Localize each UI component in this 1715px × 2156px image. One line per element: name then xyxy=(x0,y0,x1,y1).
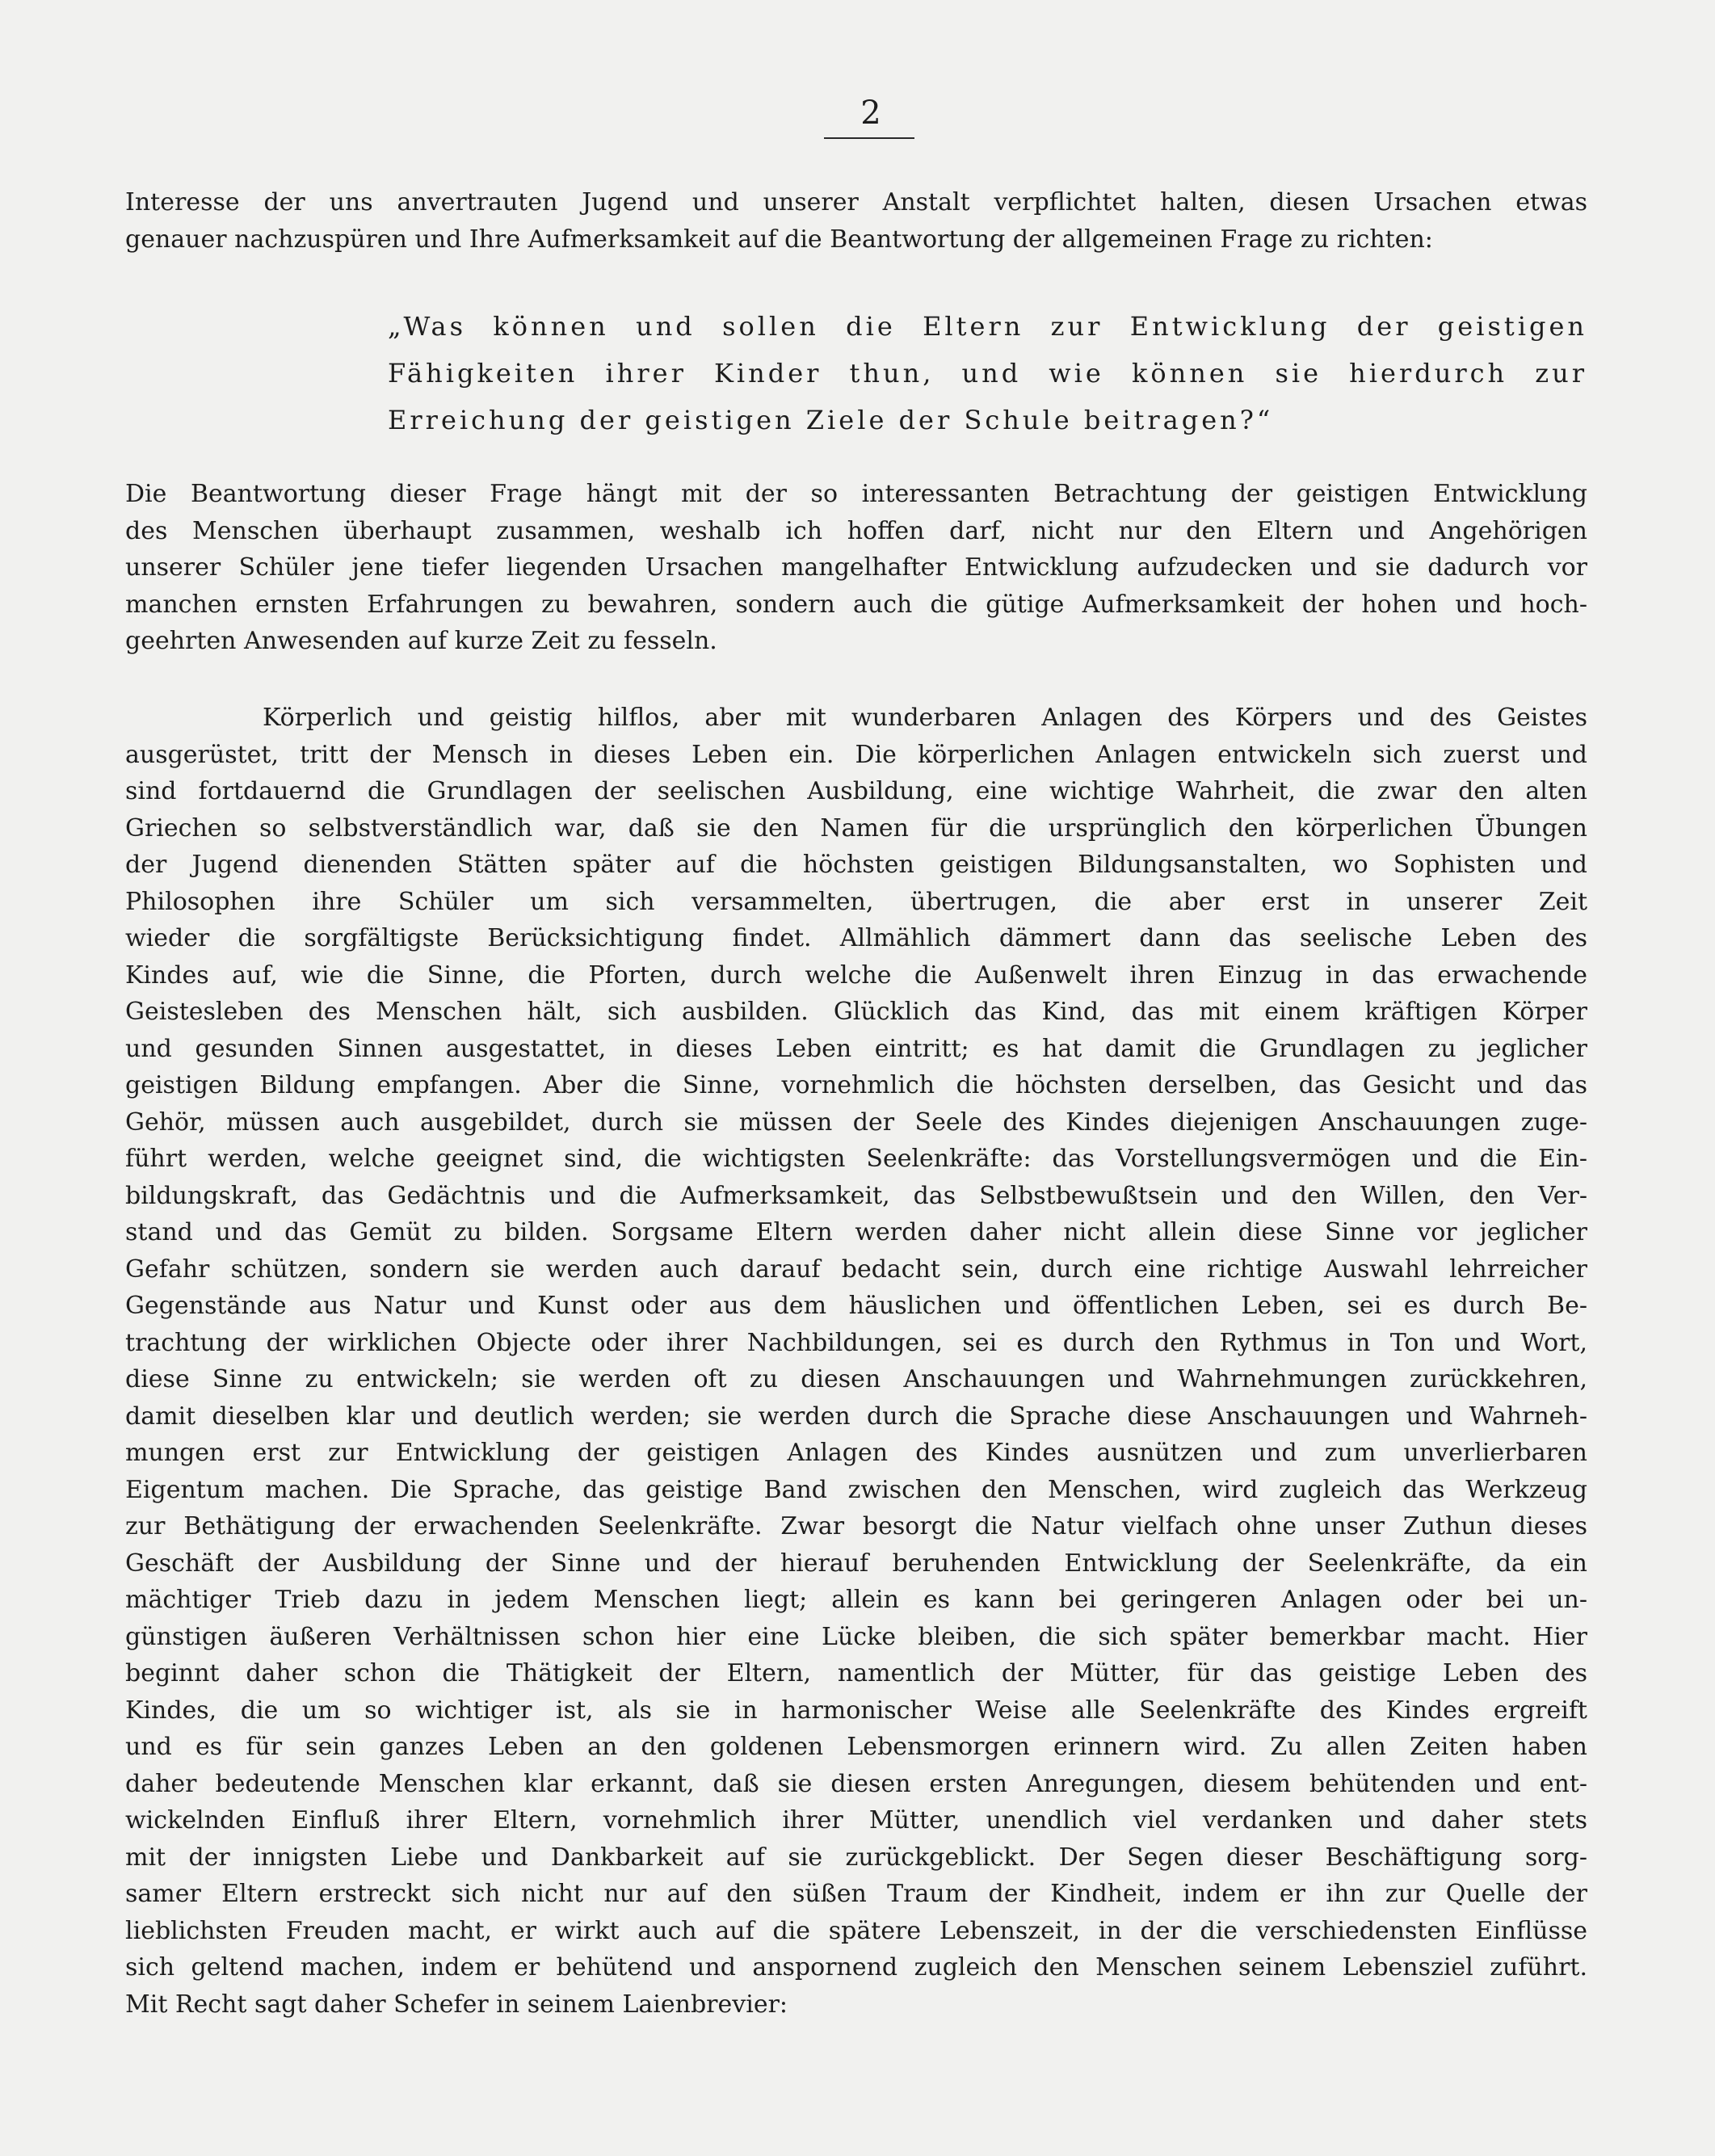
text-line: Kindes auf, wie die Sinne, die Pforten, durch welche die Außenwelt ihren Einzug in das erwachende xyxy=(125,960,1587,990)
text-line: sich geltend machen, indem er behütend und anspornend zugleich den Menschen seinem Lebensziel zuführt. xyxy=(125,1953,1587,1982)
text-line: wieder die sorgfältigste Berücksichtigung findet. Allmählich dämmert dann das seelische Leben des xyxy=(125,924,1587,952)
text-line: Die Beantwortung dieser Frage hängt mit der so interessanten Betrachtung der geistigen Entwicklung xyxy=(125,480,1587,508)
text-line: Gegenstände aus Natur und Kunst oder aus dem häuslichen und öffentlichen Leben, sei es durch Be- xyxy=(125,1292,1587,1320)
page-number: 2 xyxy=(860,95,881,132)
intro-text xyxy=(125,184,1587,258)
text-line: sind fortdauernd die Grundlagen der seelischen Ausbildung, eine wichtige Wahrheit, die zwar den alten xyxy=(125,777,1587,805)
text-line: beginnt daher schon die Thätigkeit der Eltern, namentlich der Mütter, für das geistige Leben des xyxy=(125,1659,1587,1687)
text-line: mächtiger Trieb dazu in jedem Menschen liegt; allein es kann bei geringeren Anlagen oder bei un- xyxy=(125,1586,1587,1614)
text-line: unserer Schüler jene tiefer liegenden Ursachen mangelhafter Entwicklung aufzudecken und sie dadurch vor xyxy=(125,553,1587,582)
text-line: führt werden, welche geeignet sind, die wichtigsten Seelenkräfte: das Vorstellungsvermögen und die Ein- xyxy=(125,1145,1587,1173)
text-line: Eigentum machen. Die Sprache, das geistige Band zwischen den Menschen, wird zugleich das Werkzeug xyxy=(125,1475,1587,1504)
question-quote xyxy=(388,303,1587,443)
text-line: Körperlich und geistig hilflos, aber mit wunderbaren Anlagen des Körpers und des Geistes xyxy=(263,704,1587,732)
text-line: Geistesleben des Menschen hält, sich ausbilden. Glücklich das Kind, das mit einem kräftigen Körper xyxy=(125,998,1587,1026)
quote-line: Fähigkeiten ihrer Kinder thun, und wie können sie hierdurch zur xyxy=(388,358,1587,389)
text-line: günstigen äußeren Verhältnissen schon hier eine Lücke bleiben, die sich später bemerkbar macht. Hier xyxy=(125,1622,1587,1651)
text-line: wickelnden Einfluß ihrer Eltern, vornehmlich ihrer Mütter, unendlich viel verdanken und daher stets xyxy=(125,1806,1587,1834)
text-line: stand und das Gemüt zu bilden. Sorgsame Eltern werden daher nicht allein diese Sinne vor jeglicher xyxy=(125,1218,1587,1246)
text-line: Geschäft der Ausbildung der Sinne und der hierauf beruhenden Entwicklung der Seelenkräfte, da ein xyxy=(125,1549,1587,1578)
text-line: Philosophen ihre Schüler um sich versammelten, übertrugen, die aber erst in unserer Zeit xyxy=(125,887,1587,916)
text-line: ausgerüstet, tritt der Mensch in dieses Leben ein. Die körperlichen Anlagen entwickeln sich zuerst und xyxy=(125,740,1587,769)
text-line: Gefahr schützen, sondern sie werden auch darauf bedacht sein, durch eine richtige Auswahl lehrreicher xyxy=(125,1255,1587,1284)
text-line: und gesunden Sinnen ausgestattet, in dieses Leben eintritt; es hat damit die Grundlagen zu jeglicher xyxy=(125,1034,1587,1063)
quote-line: „Was können und sollen die Eltern zur Entwicklung der geistigen xyxy=(388,311,1587,342)
text-line: des Menschen überhaupt zusammen, weshalb ich hoffen darf, nicht nur den Eltern und Angehörigen xyxy=(125,516,1587,545)
text-line: Interesse der uns anvertrauten Jugend und unserer Anstalt verpflichtet halten, diesen Ursachen etwas xyxy=(125,188,1587,216)
text-line: der Jugend dienenden Stätten später auf die höchsten geistigen Bildungsanstalten, wo Sophisten und xyxy=(125,851,1587,879)
paragraph-1 xyxy=(125,476,1587,660)
page-number-rule xyxy=(824,137,914,139)
text-line: daher bedeutende Menschen klar erkannt, daß sie diesen ersten Anregungen, diesem behütenden und ent- xyxy=(125,1769,1587,1798)
paragraph-2 xyxy=(125,700,1587,2023)
text-line: mungen erst zur Entwicklung der geistigen Anlagen des Kindes ausnützen und zum unverlierbaren xyxy=(125,1439,1587,1467)
text-line: genauer nachzuspüren und Ihre Aufmerksamkeit auf die Beantwortung der allgemeinen Frage zu richten: xyxy=(125,225,1433,254)
text-line: Griechen so selbstverständlich war, daß sie den Namen für die ursprünglich den körperlichen Übungen xyxy=(125,813,1587,843)
text-line: manchen ernsten Erfahrungen zu bewahren, sondern auch die gütige Aufmerksamkeit der hohen und hoch- xyxy=(125,590,1587,619)
text-line: bildungskraft, das Gedächtnis und die Aufmerksamkeit, das Selbstbewußtsein und den Willen, den Ver- xyxy=(125,1181,1587,1210)
text-line: diese Sinne zu entwickeln; sie werden oft zu diesen Anschauungen und Wahrnehmungen zurückkehren, xyxy=(125,1365,1587,1393)
text-line: Gehör, müssen auch ausgebildet, durch sie müssen der Seele des Kindes diejenigen Anschauungen zuge- xyxy=(125,1107,1587,1137)
text-line: trachtung der wirklichen Objecte oder ihrer Nachbildungen, sei es durch den Rythmus in Ton und Wort, xyxy=(125,1328,1587,1357)
text-line: geistigen Bildung empfangen. Aber die Sinne, vornehmlich die höchsten derselben, das Gesicht und das xyxy=(125,1071,1587,1099)
text-line: damit dieselben klar und deutlich werden; sie werden durch die Sprache diese Anschauungen und Wahrneh- xyxy=(125,1402,1587,1431)
text-line: geehrten Anwesenden auf kurze Zeit zu fesseln. xyxy=(125,627,717,655)
text-line: Kindes, die um so wichtiger ist, als sie in harmonischer Weise alle Seelenkräfte des Kindes ergreift xyxy=(125,1696,1587,1725)
text-line: mit der innigsten Liebe und Dankbarkeit auf sie zurückgeblickt. Der Segen dieser Beschäftigung sorg- xyxy=(125,1843,1587,1872)
quote-line: Erreichung der geistigen Ziele der Schule beitragen?“ xyxy=(388,405,1274,435)
text-line: lieblichsten Freuden macht, er wirkt auch auf die spätere Lebenszeit, in der die verschiedensten Einflüsse xyxy=(125,1916,1587,1945)
text-line: Mit Recht sagt daher Schefer in seinem Laienbrevier: xyxy=(125,1990,788,2019)
text-line: samer Eltern erstreckt sich nicht nur auf den süßen Traum der Kindheit, indem er ihn zur Quelle der xyxy=(125,1880,1587,1908)
text-line: zur Bethätigung der erwachenden Seelenkräfte. Zwar besorgt die Natur vielfach ohne unser Zuthun dieses xyxy=(125,1512,1587,1540)
text-line: und es für sein ganzes Leben an den goldenen Lebensmorgen erinnern wird. Zu allen Zeiten haben xyxy=(125,1733,1587,1761)
